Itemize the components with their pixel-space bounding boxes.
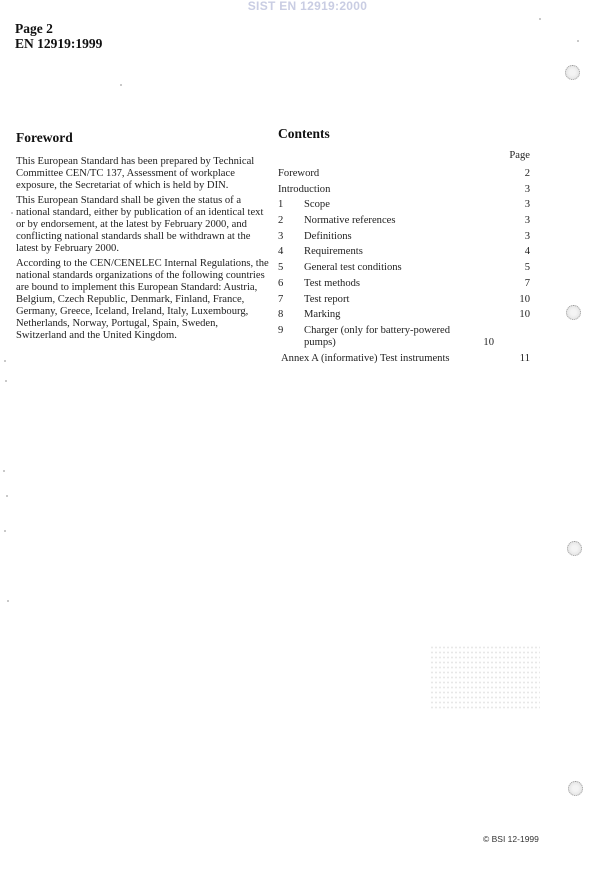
foreword-section [16,130,270,345]
page-number: Page 2 [15,21,53,36]
toc-entry-scope[interactable] [278,199,530,211]
toc-entry-general-test-conditions[interactable] [278,262,530,274]
scan-speck [7,600,9,602]
toc-entry-introduction[interactable] [278,184,530,196]
scan-speck [4,530,6,532]
toc-entry-title: Annex A (informative) Test instruments [281,352,450,364]
page-header [15,21,102,51]
scan-speck [11,212,13,214]
toc-entry-page: 10 [519,293,530,305]
standard-number: EN 12919:1999 [15,36,103,51]
toc-entry-page: 11 [519,352,530,364]
punch-hole-mark [567,541,582,556]
foreword-paragraph: This European Standard shall be given the status of a national standard, either by publication of an identical text or by endorsement, at the latest by February 2000, and conflicting national standards shall be withdrawn at the latest by February 2000. [16,195,264,254]
toc-entry-number: 9 [278,324,284,336]
toc-entry-title: Scope [304,199,330,211]
toc-entry-page: 4 [524,246,530,258]
toc-entry-definitions[interactable] [278,231,530,243]
toc-entry-page: 2 [524,168,530,179]
toc-entry-number: 4 [278,246,284,258]
toc-entry-title: General test conditions [304,262,402,274]
foreword-paragraph: According to the CEN/CENELEC Internal Regulations, the national standards organizations of the following countries are bound to implement this European Standard: Austria, Belgium, Czech Republic, Denmark, Finland, France, Germany, Greece, Iceland, Ireland, Italy, Luxembourg, Netherlands, Norway, Portugal, Spain, Sweden, Switzerland and the United Kingdom. [16,258,269,341]
toc-entry-page: 3 [524,183,530,195]
toc-entry-page: 10 [519,309,530,321]
toc-entry-page: 3 [524,215,530,227]
scan-speck [120,84,122,86]
toc-entry-title: Test methods [304,277,361,289]
toc-entry-number: 2 [278,215,284,227]
toc-entry-number: 6 [278,277,284,289]
toc-entry-title: Requirements [304,246,363,258]
toc-entry-number: 3 [278,230,284,242]
toc-entry-page: 7 [524,277,530,289]
toc-entry-page: 3 [524,230,530,242]
scan-speck [6,495,8,497]
foreword-paragraph: This European Standard has been prepared by Technical Committee CEN/TC 137, Assessment of workplace exposure, the Secretariat of which is held by DIN. [16,156,255,191]
contents-section [278,126,530,368]
toc-entry-page: 5 [524,262,530,274]
toc-entry-page: 3 [524,199,530,211]
foreword-title: Foreword [16,130,73,145]
watermark: SIST EN 12919:2000 [247,0,368,13]
toc-entry-title: Definitions [304,230,352,242]
toc-entry-title: Test report [304,293,350,305]
contents-title: Contents [278,126,330,141]
toc-entry-annex-a[interactable] [278,353,530,365]
copyright-notice: © BSI 12-1999 [483,834,539,844]
toc-entry-test-report[interactable] [278,294,530,306]
toc-entry-normative-references[interactable] [278,215,530,227]
contents-page-header: Page [509,150,530,161]
toc-entry-number: 8 [278,309,284,321]
punch-hole-mark [568,781,583,796]
toc-entry-number: 1 [278,199,284,211]
scan-noise [430,645,540,710]
toc-entry-page: 10 [483,336,494,348]
toc-entry-number: 7 [278,293,284,305]
toc-entry-requirements[interactable] [278,246,530,258]
toc-entry-foreword[interactable] [278,168,530,180]
toc-entry-title: Charger (only for battery-powered pumps) [304,324,451,348]
scan-speck [3,470,5,472]
scan-speck [577,40,579,42]
punch-hole-mark [565,65,580,80]
toc-entry-number: 5 [278,262,284,274]
toc-entry-marking[interactable] [278,309,530,321]
toc-entry-charger[interactable] [278,325,530,349]
scan-speck [539,18,541,20]
toc-entry-title: Foreword [278,168,320,179]
toc-entry-test-methods[interactable] [278,278,530,290]
scan-speck [4,360,6,362]
punch-hole-mark [566,305,581,320]
toc-entry-title: Marking [304,309,341,321]
toc-entry-title: Normative references [304,215,396,227]
toc-entry-title: Introduction [278,183,331,195]
scan-speck [5,380,7,382]
